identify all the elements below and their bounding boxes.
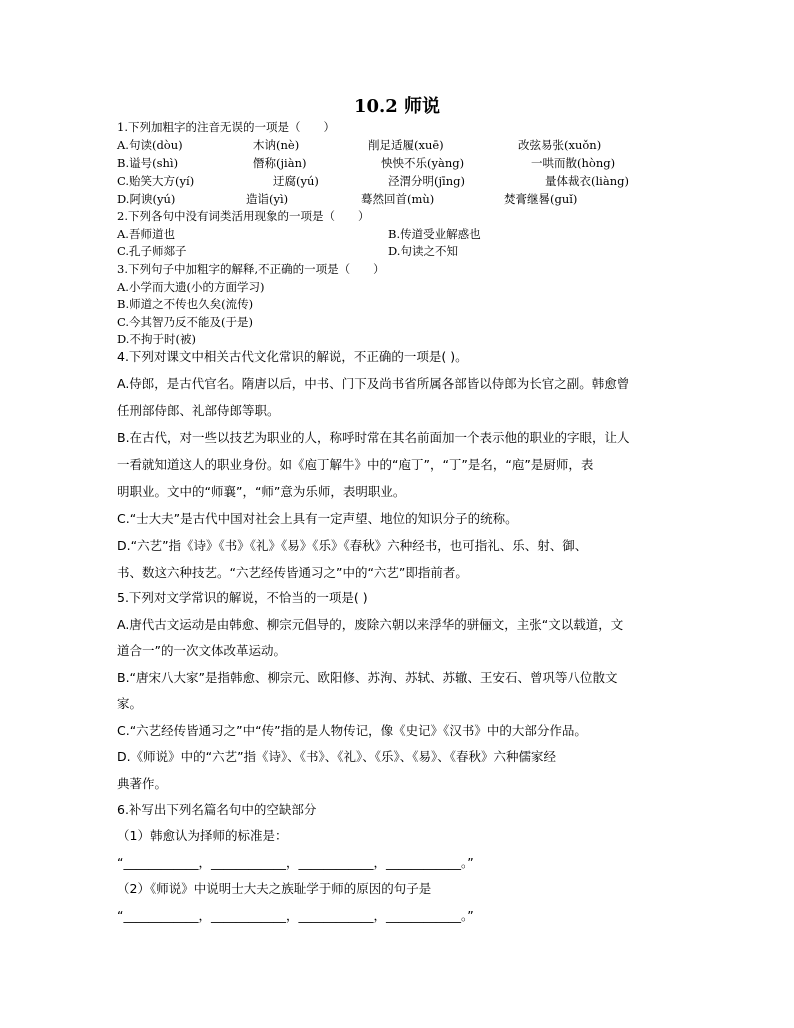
page-title: 10.2 师说 — [353, 96, 441, 117]
q5-line-6: D.《师说》中的“六艺”指《诗》、《书》、《礼》、《乐》、《易》、《春秋》六种儒家经 — [117, 749, 557, 764]
q6-sub2: （2）《师说》中说明士大夫之族耻学于师的原因的句子是 — [117, 881, 432, 896]
q4-line-7: D.“六艺”指《诗》《书》《礼》《易》《乐》《春秋》六种经书，也可指礼、乐、射、御、 — [117, 538, 588, 553]
q1-c-4: 量体裁衣(liàng) — [545, 174, 629, 188]
q3-option-d: D.不拘于时(被) — [117, 332, 196, 346]
q6-stem: 6.补写出下列名篇名句中的空缺部分 — [117, 802, 317, 817]
q5-stem: 5.下列对文学常识的解说，不恰当的一项是( ) — [117, 590, 368, 605]
q2-stem: 2.下列各句中没有词类活用现象的一项是（ ） — [117, 209, 370, 223]
q1-b-1: B.谥号(shì) — [117, 156, 179, 170]
q1-stem: 1.下列加粗字的注音无误的一项是（ ） — [117, 120, 335, 134]
q2-option-b: B.传道受业解惑也 — [388, 227, 481, 241]
q6-blank-line-1: “____________，____________，____________，____________。” — [117, 855, 474, 870]
q3-option-a: A.小学而大遗(小的方面学习) — [117, 280, 265, 294]
q3-option-b: B.师道之不传也久矣(流传) — [117, 297, 254, 311]
q5-line-2: 道合一”的一次文体改革运动。 — [117, 643, 286, 658]
q1-b-4: 一哄而散(hòng) — [531, 156, 616, 170]
q4-line-2: 任刑部侍郎、礼部侍郎等职。 — [117, 403, 280, 418]
q2-option-d: D.句读之不知 — [388, 244, 458, 258]
q4-line-4: 一看就知道这人的职业身份。如《庖丁解牛》中的“庖丁”，“丁”是名，“庖”是厨师，表 — [117, 457, 594, 472]
q3-stem: 3.下列句子中加粗字的解释,不正确的一项是（ ） — [117, 262, 385, 276]
q1-a-2: 木讷(nè) — [253, 138, 300, 152]
q5-line-4: 家。 — [117, 696, 143, 711]
q4-line-8: 书、数这六种技艺。“六艺经传皆通习之”中的“六艺”即指前者。 — [117, 565, 468, 580]
q4-stem: 4.下列对课文中相关古代文化常识的解说，不正确的一项是( )。 — [117, 349, 468, 364]
q2-option-a: A.吾师道也 — [117, 227, 175, 241]
q1-c-1: C.贻笑大方(yí) — [117, 174, 195, 188]
q4-line-6: C.“士大夫”是古代中国对社会上具有一定声望、地位的知识分子的统称。 — [117, 511, 518, 526]
q1-c-3: 泾渭分明(jīng) — [388, 174, 465, 188]
q1-d-2: 造诣(yì) — [246, 192, 289, 206]
q4-line-3: B.在古代，对一些以技艺为职业的人，称呼时常在其名前面加一个表示他的职业的字眼，让人 — [117, 430, 630, 445]
q3-option-c: C.今其智乃反不能及(于是) — [117, 315, 254, 329]
q6-sub1: （1）韩愈认为择师的标准是： — [117, 828, 288, 843]
q1-d-1: D.阿谀(yú) — [117, 192, 176, 206]
q1-a-1: A.句读(dòu) — [117, 138, 183, 152]
q1-d-3: 蓦然回首(mù) — [361, 192, 435, 206]
q1-a-3: 削足适履(xuē) — [368, 138, 444, 152]
q1-b-3: 怏怏不乐(yàng) — [381, 156, 465, 170]
q1-a-4: 改弦易张(xuǒn) — [518, 138, 602, 152]
q5-line-7: 典著作。 — [117, 776, 168, 791]
q4-line-5: 明职业。文中的“师襄”，“师”意为乐师，表明职业。 — [117, 484, 406, 499]
q5-line-3: B.“唐宋八大家”是指韩愈、柳宗元、欧阳修、苏洵、苏轼、苏辙、王安石、曾巩等八位散文 — [117, 670, 618, 685]
q6-blank-line-2: “____________，____________，____________，____________。” — [117, 908, 474, 923]
q5-line-5: C.“六艺经传皆通习之”中“传”指的是人物传记，像《史记》《汉书》中的大部分作品。 — [117, 723, 587, 738]
q1-d-4: 焚膏继晷(guǐ) — [504, 192, 578, 206]
q5-line-1: A.唐代古文运动是由韩愈、柳宗元倡导的，废除六朝以来浮华的骈俪文，主张“文以载道，文 — [117, 617, 624, 632]
q2-option-c: C.孔子师郯子 — [117, 244, 187, 258]
q1-c-2: 迂腐(yú) — [273, 174, 319, 188]
q1-b-2: 僭称(jiàn) — [253, 156, 307, 170]
q4-line-1: A.侍郎，是古代官名。隋唐以后，中书、门下及尚书省所属各部皆以侍郎为长官之副。韩愈曾 — [117, 376, 630, 391]
